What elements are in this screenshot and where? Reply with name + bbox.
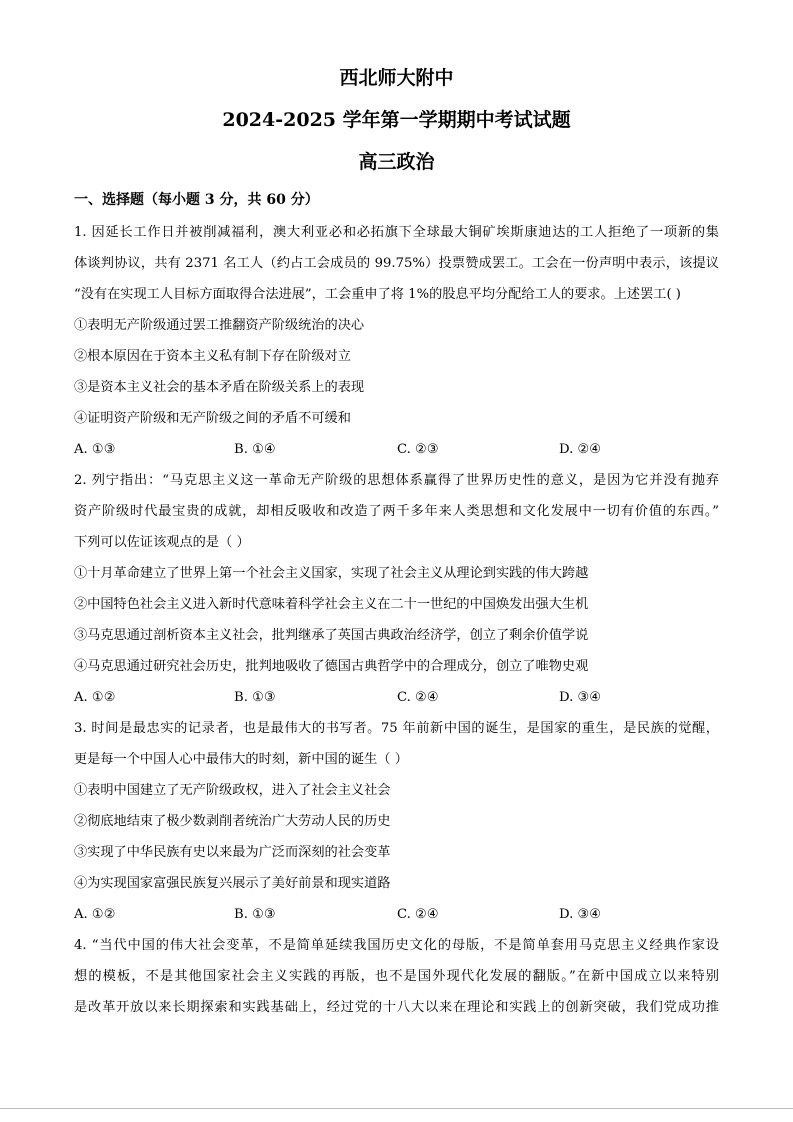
question-text-line: 更是每一个中国人心中最伟大的时刻，新中国的诞生（ ） <box>74 752 408 767</box>
statement-3: ③实现了中华民族有史以来最为广泛而深刻的社会变革 <box>74 845 391 860</box>
option-c: C. ②④ <box>397 690 439 705</box>
question-text-line: 3. 时间是最忠实的记录者，也是最伟大的书写者。75 年前新中国的诞生，是国家的重生，是民族的觉醒， <box>74 721 719 736</box>
page-bottom-divider <box>0 1108 793 1109</box>
statement-4: ④证明资产阶级和无产阶级之间的矛盾不可缓和 <box>74 411 351 426</box>
school-title: 西北师大附中 <box>339 67 454 89</box>
option-b: B. ①④ <box>234 442 276 457</box>
statement-4: ④为实现国家富强民族复兴展示了美好前景和现实道路 <box>74 876 391 891</box>
exam-title: 2024-2025 学年第一学期期中考试试题 <box>222 109 571 131</box>
option-a: A. ①③ <box>74 442 116 457</box>
option-b: B. ①③ <box>234 907 276 922</box>
statement-1: ①表明中国建立了无产阶级政权，进入了社会主义社会 <box>74 783 391 798</box>
option-a: A. ①② <box>74 690 116 705</box>
option-b: B. ①③ <box>234 690 276 705</box>
question-text-line: 1. 因延长工作日并被削减福利，澳大利亚必和必拓旗下全球最大铜矿埃斯康迪达的工人拒绝了一项新的集 <box>74 225 719 240</box>
statement-2: ②根本原因在于资本主义私有制下存在阶级对立 <box>74 349 351 364</box>
option-d: D. ③④ <box>559 907 602 922</box>
option-c: C. ②④ <box>397 907 439 922</box>
question-text-line: 资产阶级时代最宝贵的成就，却相反吸收和改造了两千多年来人类思想和文化发展中一切有价值的东西。” <box>74 504 719 519</box>
statement-2: ②彻底地结束了极少数剥削者统治广大劳动人民的历史 <box>74 814 391 829</box>
question-text-line: 体谈判协议，共有 2371 名工人（约占工会成员的 99.75%）投票赞成罢工。工会在一份声明中表示，该提议 <box>74 256 719 271</box>
statement-4: ④马克思通过研究社会历史，批判地吸收了德国古典哲学中的合理成分，创立了唯物史观 <box>74 659 589 674</box>
question-text-line: 想的模板，不是其他国家社会主义实践的再版，也不是国外现代化发展的翻版。”在新中国成立以来特别 <box>74 969 719 984</box>
statement-3: ③是资本主义社会的基本矛盾在阶级关系上的表现 <box>74 380 365 395</box>
statement-2: ②中国特色社会主义进入新时代意味着科学社会主义在二十一世纪的中国焕发出强大生机 <box>74 597 589 612</box>
question-text-line: 2. 列宁指出：“马克思主义这一革命无产阶级的思想体系赢得了世界历史性的意义，是因为它并没有抛弃 <box>74 473 719 488</box>
question-text-line: 是改革开放以来长期探索和实践基础上，经过党的十八大以来在理论和实践上的创新突破，我们党成功推 <box>74 1000 719 1015</box>
option-c: C. ②③ <box>397 442 439 457</box>
option-a: A. ①② <box>74 907 116 922</box>
section-heading: 一、选择题（每小题 3 分，共 60 分） <box>74 192 319 208</box>
statement-1: ①表明无产阶级通过罢工推翻资产阶级统治的决心 <box>74 318 365 333</box>
subject-title: 高三政治 <box>358 151 435 173</box>
question-text-line: 4. “当代中国的伟大社会变革，不是简单延续我国历史文化的母版，不是简单套用马克思主义经典作家设 <box>74 938 719 953</box>
statement-1: ①十月革命建立了世界上第一个社会主义国家，实现了社会主义从理论到实践的伟大跨越 <box>74 566 589 581</box>
option-d: D. ②④ <box>559 442 602 457</box>
question-text-line: 下列可以佐证该观点的是（ ） <box>74 535 250 550</box>
statement-3: ③马克思通过剖析资本主义社会，批判继承了英国古典政治经济学，创立了剩余价值学说 <box>74 628 589 643</box>
question-text-line: “没有在实现工人目标方面取得合法进展”，工会重申了将 1%的股息平均分配给工人的要求。上述罢工( ) <box>74 287 681 302</box>
option-d: D. ③④ <box>559 690 602 705</box>
